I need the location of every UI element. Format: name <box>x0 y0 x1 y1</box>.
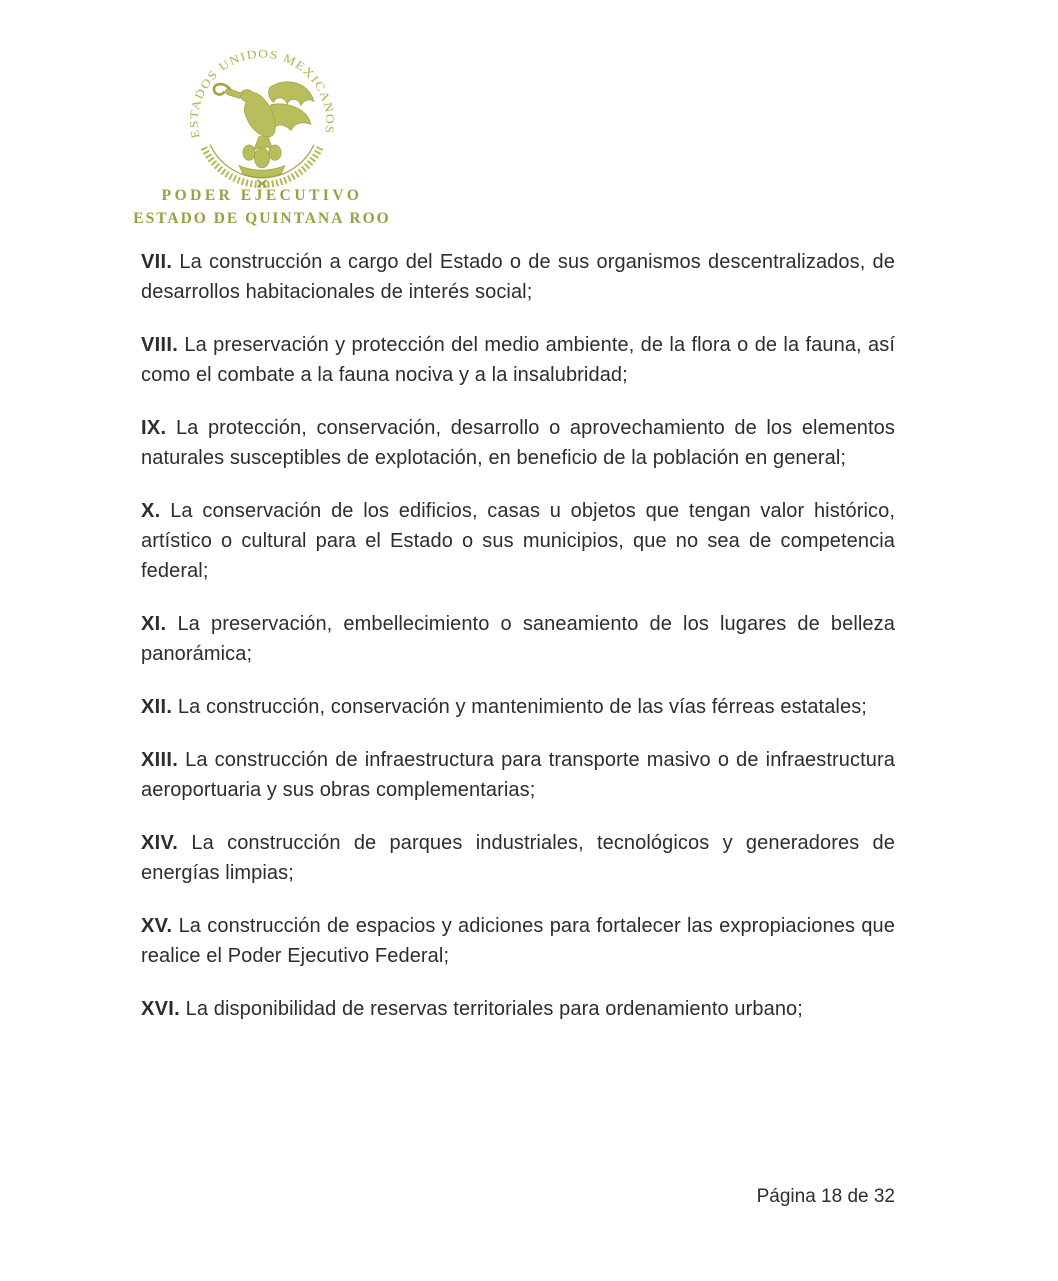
clause-text: La disponibilidad de reservas territoriales para ordenamiento urbano; <box>185 998 803 1020</box>
eagle-emblem <box>214 82 314 178</box>
clause-item <box>141 692 895 722</box>
clause-numeral: IX. <box>141 417 167 439</box>
clause-text: La construcción a cargo del Estado o de sus organismos descentralizados, de desarrollos habitacionales de interés social; <box>141 251 895 303</box>
clause-item <box>141 247 895 307</box>
page-number: Página 18 de 32 <box>756 1186 895 1207</box>
clause-text: La construcción, conservación y mantenimiento de las vías férreas estatales; <box>177 696 867 718</box>
clause-numeral: XV. <box>141 915 173 937</box>
mexican-coat-of-arms-icon <box>178 45 346 190</box>
clause-numeral: XIV. <box>141 832 179 854</box>
clause-numeral: XVI. <box>141 998 180 1020</box>
clause-text: La construcción de infraestructura para transporte masivo o de infraestructura aeroportuaria y sus obras complementarias; <box>141 749 895 801</box>
clause-numeral: VII. <box>141 251 173 273</box>
clause-item <box>141 609 895 669</box>
clause-text: La preservación y protección del medio ambiente, de la flora o de la fauna, así como el combate a la fauna nociva y a la insalubridad; <box>141 334 895 386</box>
clause-numeral: XIII. <box>141 749 179 771</box>
clauses-list <box>141 247 895 1047</box>
letterhead <box>92 45 432 228</box>
clause-text: La construcción de parques industriales, tecnológicos y generadores de energías limpias; <box>141 832 895 884</box>
clause-item <box>141 994 895 1024</box>
clause-item <box>141 330 895 390</box>
clause-numeral: XI. <box>141 613 167 635</box>
clause-item <box>141 745 895 805</box>
wreath-tie <box>257 180 266 187</box>
clause-numeral: XII. <box>141 696 173 718</box>
org-name-line1: PODER EJECUTIVO <box>161 187 363 204</box>
clause-numeral: X. <box>141 500 161 522</box>
clause-text: La protección, conservación, desarrollo o aprovechamiento de los elementos naturales susceptibles de explotación, en beneficio de la población en general; <box>141 417 895 469</box>
org-name-line2: ESTADO DE QUINTANA ROO <box>133 210 391 227</box>
clause-item <box>141 828 895 888</box>
seal-circular-text: ESTADOS UNIDOS MEXICANOS <box>186 46 338 140</box>
page-footer <box>0 1186 895 1208</box>
clause-item <box>141 413 895 473</box>
clause-item <box>141 496 895 586</box>
clause-item <box>141 911 895 971</box>
clause-text: La preservación, embellecimiento o saneamiento de los lugares de belleza panorámica; <box>141 613 895 665</box>
clause-text: La construcción de espacios y adiciones para fortalecer las expropiaciones que realice el Poder Ejecutivo Federal; <box>141 915 895 967</box>
clause-numeral: VIII. <box>141 334 179 356</box>
clause-text: La conservación de los edificios, casas u objetos que tengan valor histórico, artístico o cultural para el Estado o sus municipios, que no sea de competencia federal; <box>141 500 895 582</box>
